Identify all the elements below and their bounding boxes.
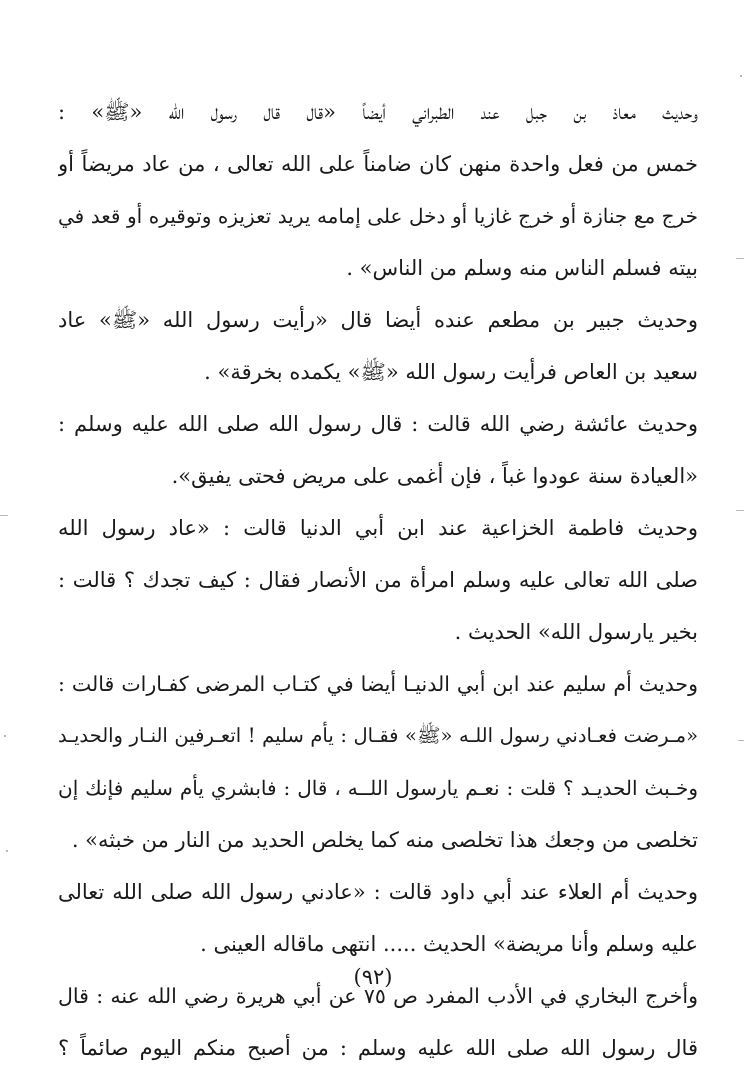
text-line: «العيادة سنة عودوا غباً ، فإن أغمى على مريض فحتى يفيق».: [171, 464, 698, 488]
scan-mark: [736, 258, 744, 259]
body-text: [58, 86, 698, 1074]
text-line: خمس من فعل واحدة منهن كان ضامناً على الله تعالى ، من عاد مريضاً أو: [58, 152, 698, 176]
text-line: تخلصى من وجعك هذا تخلصى منه كما يخلص الحديد من النار من خبثه» .: [71, 828, 698, 852]
text-line: عليه وسلم وأنا مريضة» الحديث ..... انتهى ماقاله العينى .: [200, 932, 698, 956]
text-line: خرج مع جنازة أو خرج غازيا أو دخل على إمامه يريد تعزيزه وتوقيره أو قعد في: [58, 204, 698, 228]
text-line: قال رسول الله صلى الله عليه وسلم : من أصبح منكم اليوم صائماً ؟: [58, 1036, 698, 1060]
text-line: سعيد بن العاص فرأيت رسول الله «ﷺ» يكمده بخرقة» .: [204, 360, 698, 384]
text-line: بخير يارسول الله» الحديث .: [454, 620, 698, 644]
page-number: (٩٢): [353, 965, 393, 989]
scan-mark: [738, 740, 744, 741]
text-line: وحديث أم سليم عند ابن أبي الدنيـا أيضا في كتـاب المرضى كفـارات قالت :: [58, 672, 698, 696]
text-line: وخـبث الحديـد ؟ قلت : نعـم يارسول اللــه ، قال : فابشري يأم سليم فإنك إن: [58, 776, 698, 800]
text-line: صلى الله تعالى عليه وسلم امرأة من الأنصار فقال : كيف تجدك ؟ قالت :: [58, 568, 698, 592]
scan-mark: [0, 515, 8, 516]
scan-dot: [4, 735, 6, 737]
text-line: وحديث معاذ بن جبل عند الطبراني أيضاً «قال قال رسول الله «ﷺ» :: [58, 100, 698, 124]
text-line: وحديث عائشة رضي الله قالت : قال رسول الله صلى الله عليه وسلم :: [58, 412, 698, 436]
scan-dot: [740, 75, 742, 77]
scan-mark: [736, 510, 744, 511]
text-line: وأخرج البخاري في الأدب المفرد ص ٧٥ عن أبي هريرة رضي الله عنه : قال: [58, 984, 698, 1008]
scan-dot: [6, 850, 8, 852]
text-line: «مـرضت فعـادني رسول اللـه «ﷺ» فقـال : يأم سليم ! اتعـرفين النـار والحديـد: [58, 724, 698, 747]
text-line: وحديث فاطمة الخزاعية عند ابن أبي الدنيا قالت : «عاد رسول الله: [58, 516, 698, 540]
text-line: وحديث جبير بن مطعم عنده أيضا قال «رأيت رسول الله «ﷺ» عاد: [58, 308, 698, 332]
text-line: وحديث أم العلاء عند أبي داود قالت : «عادني رسول الله صلى الله تعالى: [58, 880, 698, 904]
text-line: بيته فسلم الناس منه وسلم من الناس» .: [346, 256, 698, 280]
